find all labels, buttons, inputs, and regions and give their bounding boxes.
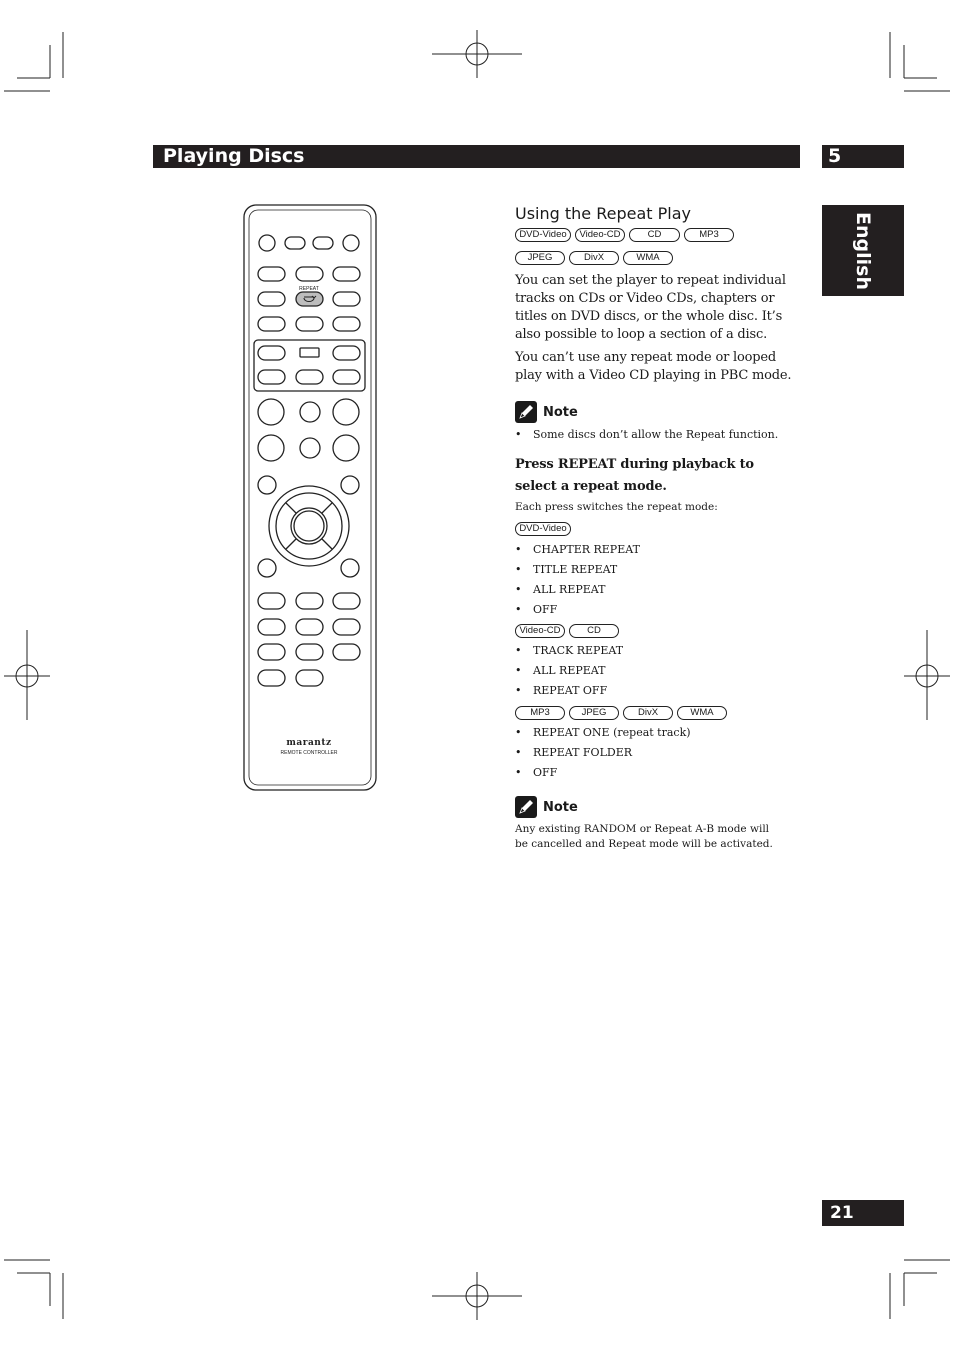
note2-heading (515, 796, 578, 818)
badge-mp3: MP3 (684, 228, 734, 242)
pencil-icon (515, 796, 537, 818)
badge-cd: CD (569, 624, 619, 638)
list-item: • REPEAT OFF (515, 681, 795, 701)
list-item: • ALL REPEAT (515, 661, 795, 681)
vcd-modes-list (515, 641, 795, 701)
note1-heading (515, 401, 578, 423)
intro-paragraph: You can set the player to repeat individual tracks on CDs or Video CDs, chapters or titles on DVD discs, or the whole disc. It’s also possible to loop a section of a disc. (515, 273, 786, 342)
language-tab (822, 205, 904, 296)
badge-cd: CD (629, 228, 680, 242)
list-item: • CHAPTER REPEAT (515, 540, 795, 560)
note1-list (515, 425, 795, 445)
vcd-badges (515, 624, 619, 638)
page-header-title: Playing Discs (153, 145, 800, 168)
remote-control-illustration (243, 204, 378, 792)
remote-model-label: REMOTE CONTROLLER (280, 750, 338, 756)
language-tab-label: English (852, 211, 874, 290)
section-title: Using the Repeat Play (515, 204, 691, 223)
badge-video-cd: Video-CD (575, 228, 625, 242)
badge-jpeg: JPEG (515, 251, 565, 265)
instruction-step: Press REPEAT during playback to select a repeat mode. (515, 457, 754, 494)
list-item: • OFF (515, 763, 795, 783)
list-item: • OFF (515, 600, 795, 620)
format-badges-row2 (515, 251, 673, 265)
format-badges-row1 (515, 228, 734, 242)
each-press-text: Each press switches the repeat mode: (515, 501, 718, 513)
chapter-number: 5 (822, 145, 904, 168)
file-badges (515, 706, 727, 720)
badge-mp3: MP3 (515, 706, 565, 720)
note2-text: Any existing RANDOM or Repeat A-B mode will be cancelled and Repeat mode will be activated. (515, 823, 773, 850)
remote-brand-logo: marantz (286, 738, 332, 748)
badge-dvd-video: DVD-Video (515, 228, 571, 242)
list-item: • ALL REPEAT (515, 580, 795, 600)
note2-heading-text: Note (543, 799, 578, 815)
list-item: • TITLE REPEAT (515, 560, 795, 580)
badge-divx: DivX (623, 706, 673, 720)
remote-repeat-label: REPEAT (299, 286, 319, 292)
note1-heading-text: Note (543, 404, 578, 420)
list-item: • TRACK REPEAT (515, 641, 795, 661)
badge-jpeg: JPEG (569, 706, 619, 720)
file-modes-list (515, 723, 795, 783)
list-item: • Some discs don’t allow the Repeat function. (515, 425, 795, 445)
pbc-paragraph: You can’t use any repeat mode or looped play with a Video CD playing in PBC mode. (515, 350, 792, 383)
badge-divx: DivX (569, 251, 619, 265)
page-number: 21 (822, 1200, 904, 1226)
list-item: • REPEAT ONE (repeat track) (515, 723, 795, 743)
badge-wma: WMA (677, 706, 727, 720)
badge-video-cd: Video-CD (515, 624, 565, 638)
badge-wma: WMA (623, 251, 673, 265)
badge-dvd-video: DVD-Video (515, 522, 571, 536)
list-item: • REPEAT FOLDER (515, 743, 795, 763)
dvd-badges (515, 522, 571, 536)
dvd-modes-list (515, 540, 795, 620)
pencil-icon (515, 401, 537, 423)
